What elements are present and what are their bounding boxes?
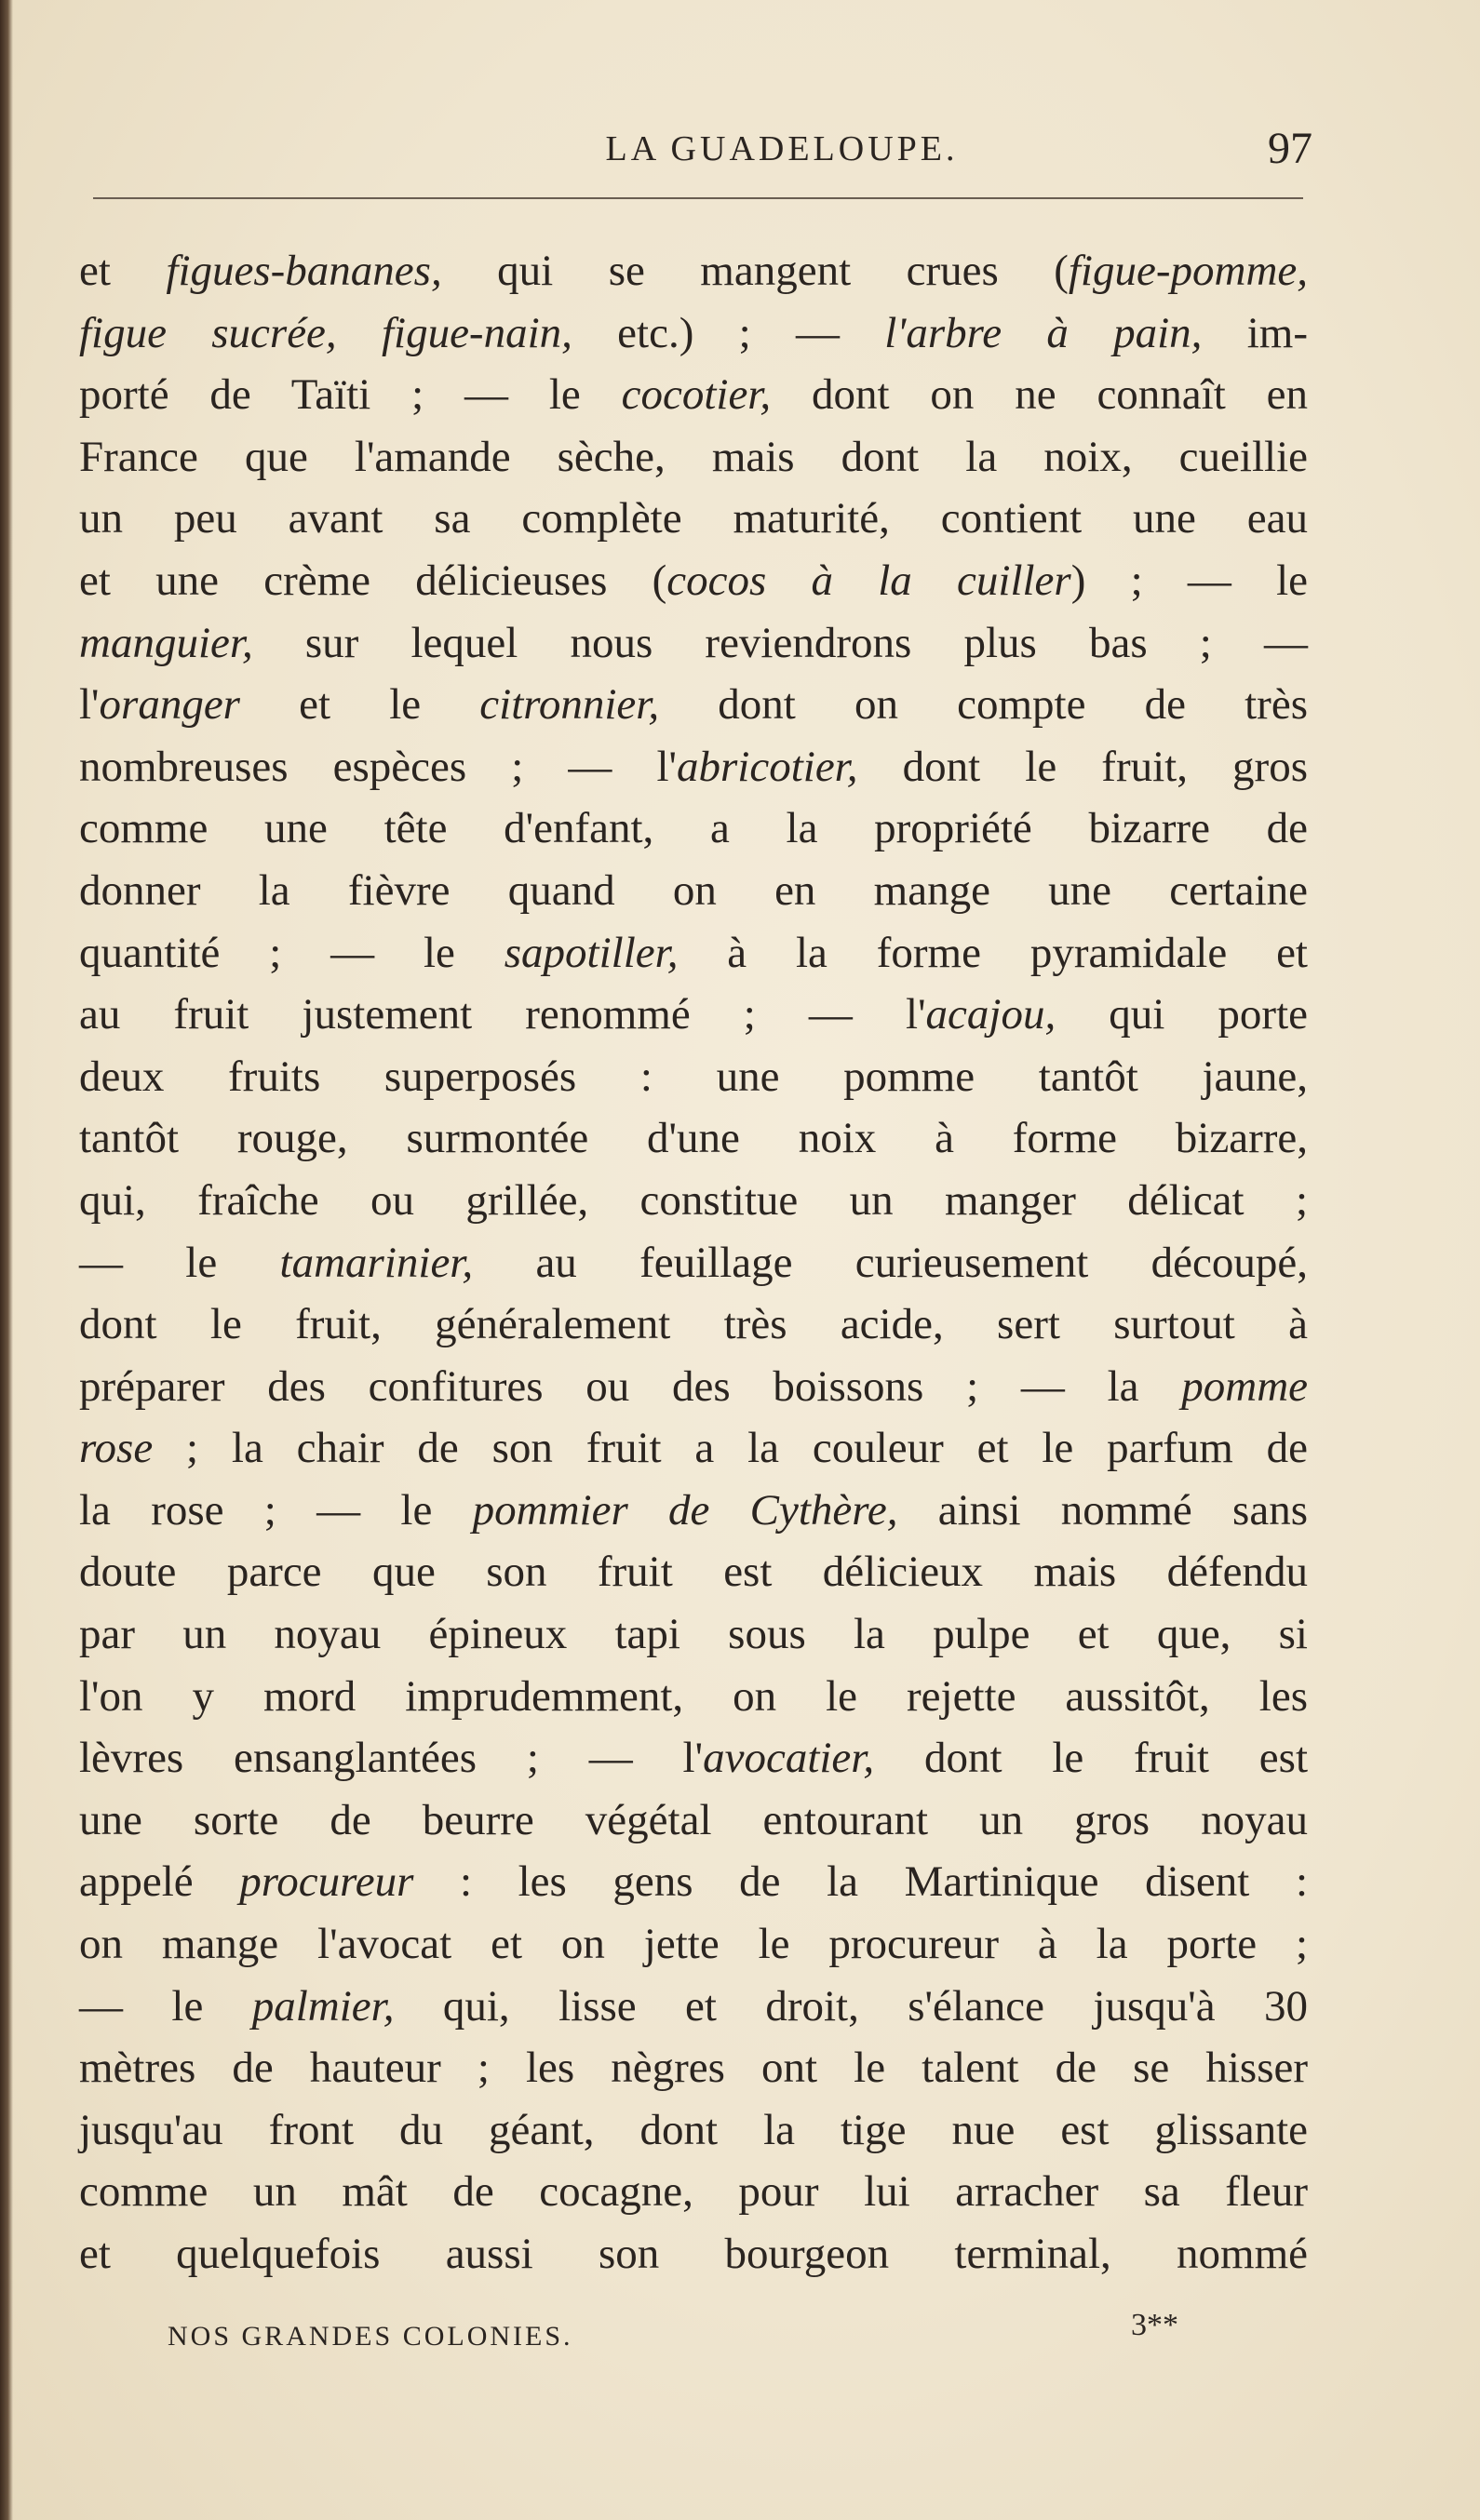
text-line <box>79 2037 1308 2099</box>
text-line <box>79 1603 1308 1666</box>
text-line <box>79 1541 1308 1603</box>
text-line <box>79 736 1308 798</box>
text-segment: et quelquefois aussi son bourgeon terminal, nommé <box>79 2230 1308 2278</box>
running-title: LA GUADELOUPE. <box>605 129 959 168</box>
text-segment: à la forme pyramidale et <box>678 928 1308 977</box>
italic-term: abricotier, <box>677 742 858 791</box>
text-segment: qui, fraîche ou grillée, constitue un manger délicat ; <box>79 1175 1308 1225</box>
italic-term: avocatier, <box>703 1734 875 1783</box>
text-line <box>79 488 1308 550</box>
text-line <box>79 984 1308 1046</box>
text-line <box>79 550 1308 612</box>
text-segment: et <box>79 247 167 295</box>
text-line <box>79 1789 1308 1852</box>
text-line <box>79 1727 1308 1789</box>
text-segment: un peu avant sa complète maturité, contient une eau <box>79 494 1308 543</box>
sheet-mark: 3** <box>1131 2308 1178 2342</box>
page-header <box>84 124 1312 184</box>
text-segment: dont le fruit est <box>874 1734 1309 1783</box>
text-segment: une sorte de beurre végétal entourant un gros noyau <box>79 1795 1308 1844</box>
text-segment: l' <box>79 680 100 730</box>
text-segment: au fruit justement renommé ; — l' <box>79 990 926 1039</box>
text-segment: doute parce que son fruit est délicieux mais défendu <box>79 1548 1308 1597</box>
text-segment: et une crème délicieuses ( <box>79 556 667 605</box>
text-segment: : les gens de la Martinique disent : <box>413 1857 1308 1907</box>
text-segment: porté de Taïti ; — le <box>79 370 622 420</box>
text-line <box>79 1913 1308 1976</box>
text-line <box>79 1046 1308 1108</box>
text-line <box>79 240 1308 302</box>
text-line <box>79 612 1308 675</box>
text-line <box>79 674 1308 736</box>
text-segment: qui se mangent crues ( <box>441 247 1069 295</box>
text-segment: quantité ; — le <box>79 928 505 977</box>
text-line <box>79 2099 1308 2162</box>
header-rule <box>93 197 1303 199</box>
text-segment: im- <box>1202 308 1308 357</box>
italic-term: pomme <box>1181 1361 1308 1411</box>
text-line <box>79 2161 1308 2223</box>
text-segment: ; la chair de son fruit a la couleur et le parfum de <box>153 1424 1308 1473</box>
italic-term: sapotiller, <box>504 928 679 977</box>
italic-term: figue sucrée, figue-nain, <box>79 308 572 357</box>
italic-term: pommier de Cythère, <box>472 1485 898 1535</box>
text-line <box>79 1107 1308 1170</box>
text-segment: dont le fruit, généralement très acide, sert surtout à <box>79 1300 1308 1349</box>
text-line <box>79 364 1308 426</box>
text-line <box>79 798 1308 860</box>
text-segment: on mange l'avocat et on jette le procureur à la porte ; <box>79 1920 1308 1969</box>
text-line <box>79 1294 1308 1356</box>
text-segment: nombreuses espèces ; — l' <box>79 742 677 791</box>
text-segment: lèvres ensanglantées ; — l' <box>79 1734 704 1783</box>
text-segment: la rose ; — le <box>79 1485 473 1535</box>
text-segment: France que l'amande sèche, mais dont la noix, cueillie <box>79 432 1308 481</box>
text-segment: tantôt rouge, surmontée d'une noix à forme bizarre, <box>79 1114 1308 1163</box>
italic-term: citronnier, <box>479 680 660 730</box>
text-line <box>79 1480 1308 1542</box>
text-segment: l'on y mord imprudemment, on le rejette aussitôt, les <box>79 1671 1308 1721</box>
text-segment: mètres de hauteur ; les nègres ont le talent de se hisser <box>79 2044 1308 2093</box>
text-segment: préparer des confitures ou des boissons ; — la <box>79 1361 1182 1411</box>
text-segment: ainsi nommé sans <box>897 1485 1308 1535</box>
text-line <box>79 302 1308 365</box>
italic-term: rose <box>79 1424 154 1473</box>
text-segment: donner la fièvre quand on en mange une certaine <box>79 865 1308 915</box>
page-footer <box>84 2308 1312 2364</box>
text-line <box>79 1851 1308 1913</box>
text-line <box>79 2223 1308 2285</box>
text-segment: au feuillage curieusement découpé, <box>473 1238 1308 1287</box>
italic-term: palmier, <box>251 1981 395 2031</box>
italic-term: procureur <box>239 1857 414 1907</box>
text-segment: dont on compte de très <box>659 680 1308 730</box>
page-number: 97 <box>1268 124 1312 173</box>
text-segment: comme un mât de cocagne, pour lui arracher sa fleur <box>79 2167 1308 2217</box>
signature-mark: NOS GRANDES COLONIES. <box>168 2321 573 2352</box>
italic-term: oranger <box>99 680 240 730</box>
text-segment: — le <box>79 1238 280 1287</box>
italic-term: figue-pomme, <box>1068 247 1308 295</box>
text-segment: etc.) ; — <box>572 308 885 357</box>
text-segment: dont le fruit, gros <box>857 742 1308 791</box>
text-line <box>79 1232 1308 1294</box>
text-segment: sur lequel nous reviendrons plus bas ; — <box>252 618 1308 667</box>
text-line <box>79 1976 1308 2038</box>
italic-term: cocotier, <box>621 370 772 420</box>
italic-term: figues-bananes, <box>166 247 442 295</box>
text-line <box>79 860 1308 922</box>
text-segment: jusqu'au front du géant, dont la tige nue est glissante <box>79 2105 1308 2154</box>
body-text <box>79 240 1308 2285</box>
text-line <box>79 426 1308 489</box>
text-segment: deux fruits superposés : une pomme tantôt jaune, <box>79 1052 1308 1101</box>
text-segment: qui porte <box>1056 990 1308 1039</box>
text-segment: et le <box>239 680 480 730</box>
text-segment: appelé <box>79 1857 240 1907</box>
text-segment: qui, lisse et droit, s'élance jusqu'à 30 <box>394 1981 1308 2031</box>
text-line <box>79 1356 1308 1418</box>
text-segment: dont on ne connaît en <box>771 370 1308 420</box>
text-segment: ) ; — le <box>1070 556 1308 605</box>
italic-term: acajou, <box>925 990 1056 1039</box>
italic-term: tamarinier, <box>279 1238 474 1287</box>
text-line <box>79 922 1308 985</box>
italic-term: l'arbre à pain, <box>884 308 1203 357</box>
text-segment: — le <box>79 1981 252 2031</box>
text-line <box>79 1170 1308 1232</box>
book-spine-edge <box>0 0 13 2520</box>
italic-term: cocos à la cuiller <box>666 556 1071 605</box>
italic-term: manguier, <box>79 618 253 667</box>
text-segment: par un noyau épineux tapi sous la pulpe et que, si <box>79 1610 1308 1659</box>
text-segment: comme une tête d'enfant, a la propriété bizarre de <box>79 804 1308 853</box>
text-line <box>79 1666 1308 1728</box>
text-line <box>79 1417 1308 1480</box>
